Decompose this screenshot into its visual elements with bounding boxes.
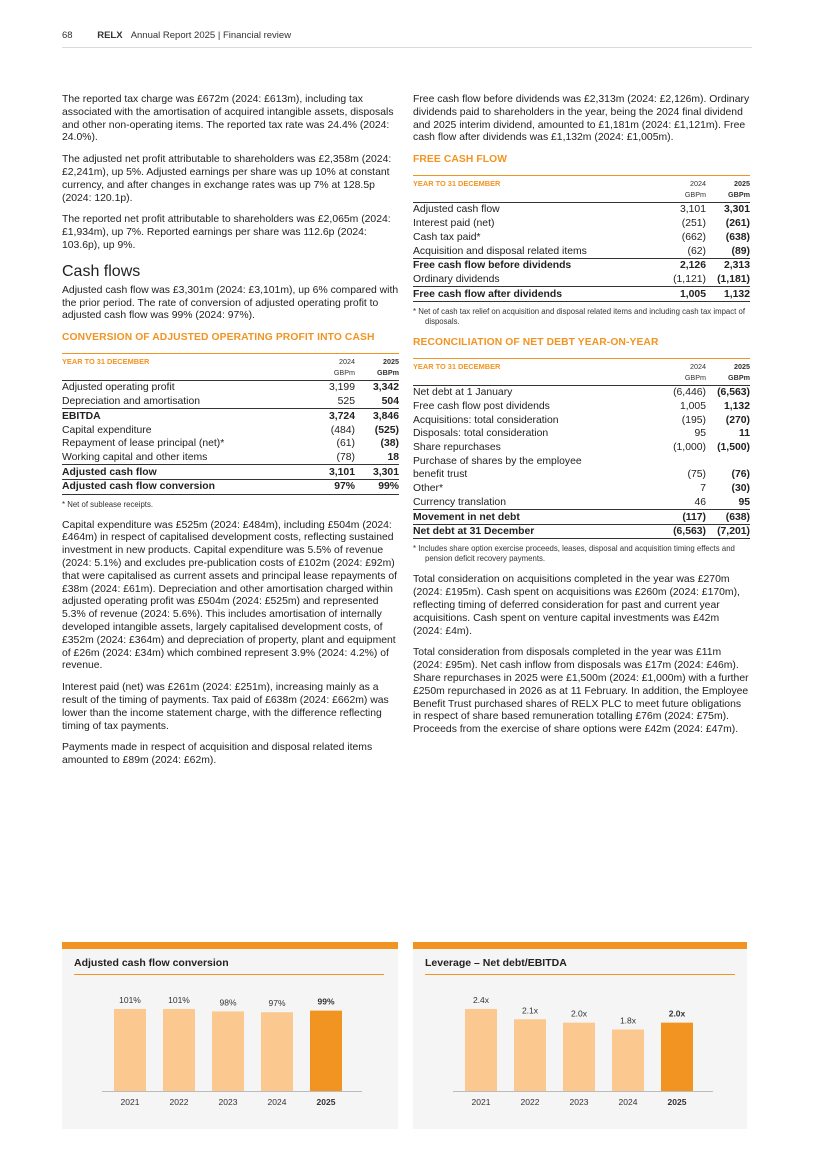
table-row: EBITDA 3,724 3,846 xyxy=(62,410,399,422)
table-row: Purchase of shares by the employee xyxy=(413,455,582,467)
year-label: YEAR TO 31 DECEMBER xyxy=(62,353,303,368)
unit-header: GBPm xyxy=(355,368,399,381)
bar-2023 xyxy=(563,1023,595,1091)
paragraph: Adjusted cash flow was £3,301m (2024: £3,101m), up 6% compared with the prior period. The rate of conversion of adjusted operating profit to adjusted cash flow was 99% (2024: 97%). xyxy=(62,284,399,322)
table-row: Free cash flow post dividends 1,005 1,132 xyxy=(413,400,750,412)
leverage-chart-panel xyxy=(413,942,747,1129)
header-title: Annual Report 2025 | Financial review xyxy=(130,30,292,41)
data-label: 99% xyxy=(317,996,335,1007)
brand-name: RELX xyxy=(97,30,123,41)
bar-2025 xyxy=(310,1011,342,1091)
bar-2025 xyxy=(661,1023,693,1091)
col-header: 2025 xyxy=(706,358,750,373)
paragraph: The reported tax charge was £672m (2024: £613m), including tax associated with the amortisation of acquired intangible assets, disposals and other non-operating items. The reported tax rate was 24.4% (2024: 24.0%). xyxy=(62,94,394,144)
table-row: Working capital and other items (78) 18 xyxy=(62,451,399,463)
bar-2023 xyxy=(212,1011,244,1091)
category-label: 2025 xyxy=(316,1097,336,1107)
data-label: 98% xyxy=(219,997,237,1008)
unit-header: GBPm xyxy=(303,368,355,381)
table-row: Acquisition and disposal related items (62) (89) xyxy=(413,245,750,257)
bar-2022 xyxy=(163,1009,195,1091)
category-label: 2025 xyxy=(667,1097,687,1107)
unit-header: GBPm xyxy=(706,190,750,203)
paragraph: Total consideration from disposals completed in the year was £11m (2024: £95m). Net cash inflow from disposals was £17m (2024: £46m). Share repurchases in 2025 were £1,500m (2024: £1,000m) with a further £250m repurchased in 2026 as at 11 February. In addition, the Employee Benefit Trust purchased shares of RELX PLC to meet future obligations in respect of share based remuneration totalling £76m (2024: £75m). Proceeds from the exercise of share options were £42m (2024: £47m). xyxy=(413,647,749,736)
right-column xyxy=(413,94,750,746)
table-footnote: * Includes share option exercise proceeds, leases, disposal and acquisition timing effects and pension deficit recovery payments. xyxy=(413,544,735,564)
table-row: Free cash flow before dividends 2,126 2,313 xyxy=(413,260,750,272)
bar-2024 xyxy=(261,1012,293,1091)
cash-conversion-chart-panel xyxy=(62,942,398,1129)
bar-2021 xyxy=(465,1009,497,1091)
table-row: Currency translation 46 95 xyxy=(413,496,750,508)
col-header: 2024 xyxy=(654,358,706,373)
section-heading: Cash flows xyxy=(62,262,141,280)
table-footnote: * Net of cash tax relief on acquisition and disposal related items and including cash tax impact of disposals. xyxy=(413,306,745,326)
category-label: 2024 xyxy=(618,1097,638,1107)
table-row: Adjusted cash flow conversion 97% 99% xyxy=(62,481,399,493)
table-row: Interest paid (net) (251) (261) xyxy=(413,218,750,230)
paragraph: Interest paid (net) was £261m (2024: £251m), increasing mainly as a result of the timing of payments. Tax paid of £638m (2024: £662m) was lower than the income statement charge, with the difference reflecting timing of tax payments. xyxy=(62,682,389,732)
data-label: 2.0x xyxy=(570,1008,588,1019)
page-header xyxy=(62,30,752,48)
paragraph: Capital expenditure was £525m (2024: £484m), including £504m (2024: £464m) in respect of capitalised development costs, reflecting sustained investment in new products. Capital expenditure was 5.5% of revenue (2024: 5.1%) and excludes pre-publication costs of £102m (2024: £92m) that were capitalised as current assets and principal lease repayments of £38m (2024: £61m). Depreciation and other amortisation charged within adjusted operating profit was £504m (2024: £525m) and represented 5.3% of revenue (2024: 5.6%). This includes amortisation of internally developed intangible assets, largely capitalised development costs, of £352m (2024: £364m) and depreciation of property, plant and equipment of £26m (2024: £34m) which combined represent 3.9% (2024: 4.2%) of revenue. xyxy=(62,519,397,672)
table-row: Depreciation and amortisation 525 504 xyxy=(62,396,399,408)
data-label: 2.1x xyxy=(521,1005,539,1016)
col-header: 2024 xyxy=(303,353,355,368)
category-label: 2023 xyxy=(218,1097,238,1107)
table-row: Capital expenditure (484) (525) xyxy=(62,424,399,436)
bar-2024 xyxy=(612,1030,644,1092)
table-row: Disposals: total consideration 95 11 xyxy=(413,428,750,440)
unit-header: GBPm xyxy=(706,373,750,386)
paragraph: The adjusted net profit attributable to shareholders was £2,358m (2024: £2,241m), up 5%. Adjusted earnings per share was up 10% at constant currency, and after changes in exchange rates was up 7% at 128.5p (2024: 120.1p). xyxy=(62,154,392,204)
paragraph: Total consideration on acquisitions completed in the year was £270m (2024: £195m). Cash spent on acquisitions was £260m (2024: £170m), reflecting timing of deferred consideration for past and current year acquisitions. Cash spent on venture capital investments was £42m (2024: £4m). xyxy=(413,574,740,637)
bar-2022 xyxy=(514,1019,546,1091)
unit-header: GBPm xyxy=(654,190,706,203)
table-row: Adjusted operating profit 3,199 3,342 xyxy=(62,382,399,394)
table-row: Free cash flow after dividends 1,005 1,132 xyxy=(413,288,750,300)
paragraph: Payments made in respect of acquisition and disposal related items amounted to £89m (2024: £62m). xyxy=(62,742,373,767)
chart-title: Adjusted cash flow conversion xyxy=(74,957,384,975)
data-label: 1.8x xyxy=(619,1015,637,1026)
col-header: 2025 xyxy=(706,175,750,190)
year-label: YEAR TO 31 DECEMBER xyxy=(413,358,654,373)
table-row: Share repurchases (1,000) (1,500) xyxy=(413,442,750,454)
table-row: Adjusted cash flow 3,101 3,301 xyxy=(62,466,399,478)
free-cash-flow-table xyxy=(413,175,750,302)
table-row: Ordinary dividends (1,121) (1,181) xyxy=(413,274,750,285)
paragraph: The reported net profit attributable to shareholders was £2,065m (2024: £1,934m), up 7%. Reported earnings per share was 112.6p (2024: 103.6p), up 9%. xyxy=(62,214,391,251)
table-row: Cash tax paid* (662) (638) xyxy=(413,231,750,243)
data-label: 101% xyxy=(119,995,141,1005)
table-row: Repayment of lease principal (net)* (61) (38) xyxy=(62,438,399,450)
data-label: 2.0x xyxy=(668,1008,686,1019)
col-header: 2024 xyxy=(654,175,706,190)
chart-title: Leverage – Net debt/EBITDA xyxy=(425,957,735,975)
data-label: 97% xyxy=(268,998,286,1009)
table-footnote: * Net of sublease receipts. xyxy=(62,499,154,509)
net-debt-table xyxy=(413,358,750,540)
category-label: 2021 xyxy=(471,1097,491,1107)
col-header: 2025 xyxy=(355,353,399,368)
table-row: Adjusted cash flow 3,101 3,301 xyxy=(413,204,750,216)
category-label: 2021 xyxy=(120,1097,140,1107)
category-label: 2023 xyxy=(569,1097,589,1107)
category-label: 2022 xyxy=(169,1097,189,1107)
left-column xyxy=(62,94,399,777)
paragraph: Free cash flow before dividends was £2,313m (2024: £2,126m). Ordinary dividends paid to shareholders in the year, being the 2024 final dividend and 2025 interim dividend, amounted to £1,181m (2024: £1,121m). Free cash flow after dividends was £1,132m (2024: £1,005m). xyxy=(413,94,750,144)
year-label: YEAR TO 31 DECEMBER xyxy=(413,175,654,190)
data-label: 2.4x xyxy=(472,995,490,1005)
table-title: CONVERSION OF ADJUSTED OPERATING PROFIT INTO CASH xyxy=(62,332,375,344)
unit-header: GBPm xyxy=(654,373,706,386)
leverage-chart xyxy=(413,979,747,1129)
conversion-table xyxy=(62,353,399,495)
table-row: Net debt at 31 December (6,563) (7,201) xyxy=(413,526,750,538)
table-row: Acquisitions: total consideration (195) (270) xyxy=(413,414,750,426)
table-row: Net debt at 1 January (6,446) (6,563) xyxy=(413,387,750,399)
data-label: 101% xyxy=(168,995,190,1005)
table-title: RECONCILIATION OF NET DEBT YEAR-ON-YEAR xyxy=(413,336,659,348)
cash-conversion-chart xyxy=(62,979,398,1129)
table-row: Movement in net debt (117) (638) xyxy=(413,511,750,523)
page-number: 68 xyxy=(62,30,73,41)
bar-2021 xyxy=(114,1009,146,1091)
category-label: 2024 xyxy=(267,1097,287,1107)
table-row: Other* 7 (30) xyxy=(413,483,750,495)
table-row: benefit trust (75) (76) xyxy=(413,469,750,481)
category-label: 2022 xyxy=(520,1097,540,1107)
table-title: FREE CASH FLOW xyxy=(413,154,508,166)
